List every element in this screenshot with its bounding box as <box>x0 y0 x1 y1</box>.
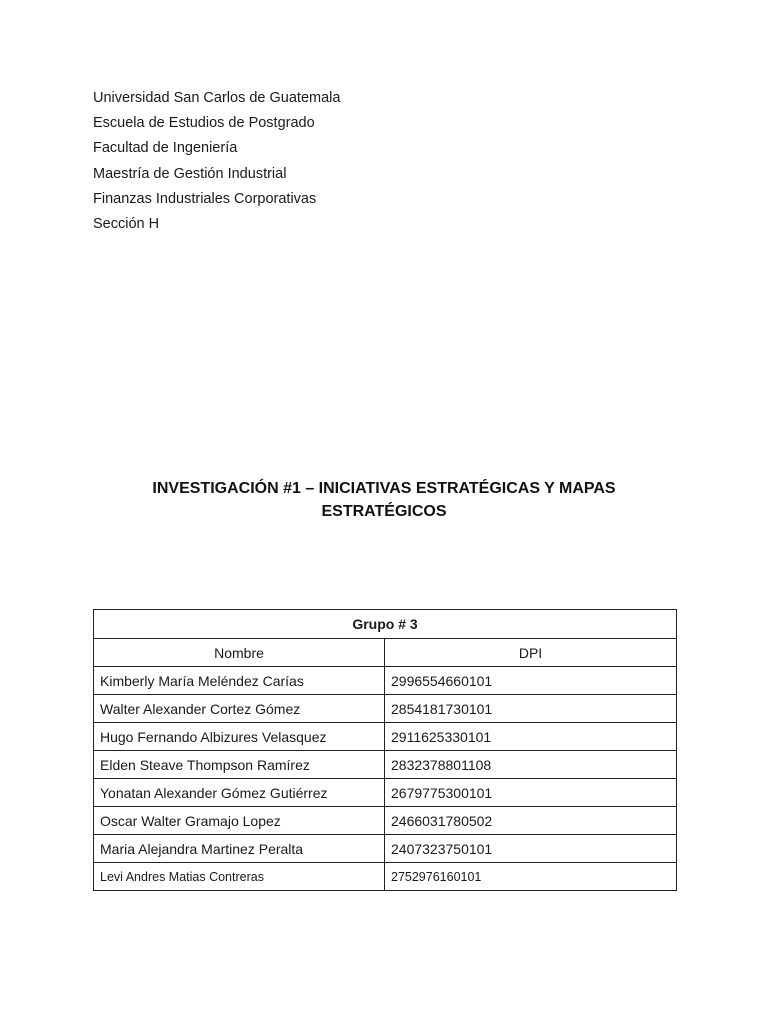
document-title <box>100 477 668 523</box>
document-title-line-2: ESTRATÉGICOS <box>321 503 447 520</box>
table-row <box>94 779 677 807</box>
member-dpi: 2854181730101 <box>385 695 677 723</box>
member-dpi: 2466031780502 <box>385 807 677 835</box>
member-dpi: 2832378801108 <box>385 751 677 779</box>
member-name: Yonatan Alexander Gómez Gutiérrez <box>94 779 385 807</box>
member-name: Elden Steave Thompson Ramírez <box>94 751 385 779</box>
table-row <box>94 807 677 835</box>
document-title-line-1: INVESTIGACIÓN #1 – INICIATIVAS ESTRATÉGICAS Y MAPAS <box>152 480 616 497</box>
header-line-masters: Maestría de Gestión Industrial <box>93 165 287 182</box>
table-row <box>94 695 677 723</box>
header-line-school: Escuela de Estudios de Postgrado <box>93 115 315 132</box>
institution-header <box>93 86 340 237</box>
group-label: Grupo # 3 <box>94 610 677 639</box>
member-name: Maria Alejandra Martinez Peralta <box>94 835 385 863</box>
header-line-faculty: Facultad de Ingeniería <box>93 140 238 157</box>
column-header-row <box>94 639 677 667</box>
column-header-dpi: DPI <box>385 639 677 667</box>
table-row <box>94 863 677 891</box>
member-dpi: 2407323750101 <box>385 835 677 863</box>
member-name: Oscar Walter Gramajo Lopez <box>94 807 385 835</box>
member-dpi: 2752976160101 <box>385 863 677 891</box>
member-name: Levi Andres Matias Contreras <box>94 863 385 891</box>
table-row <box>94 667 677 695</box>
table-row <box>94 723 677 751</box>
group-header-row <box>94 610 677 639</box>
member-dpi: 2996554660101 <box>385 667 677 695</box>
member-name: Hugo Fernando Albizures Velasquez <box>94 723 385 751</box>
table-row <box>94 751 677 779</box>
header-line-section: Sección H <box>93 215 160 232</box>
member-dpi: 2679775300101 <box>385 779 677 807</box>
group-members-table <box>93 609 677 891</box>
header-line-university: Universidad San Carlos de Guatemala <box>93 90 341 106</box>
member-name: Kimberly María Meléndez Carías <box>94 667 385 695</box>
column-header-name: Nombre <box>94 639 385 667</box>
table-row <box>94 835 677 863</box>
member-dpi: 2911625330101 <box>385 723 677 751</box>
member-name: Walter Alexander Cortez Gómez <box>94 695 385 723</box>
header-line-course: Finanzas Industriales Corporativas <box>93 190 317 207</box>
